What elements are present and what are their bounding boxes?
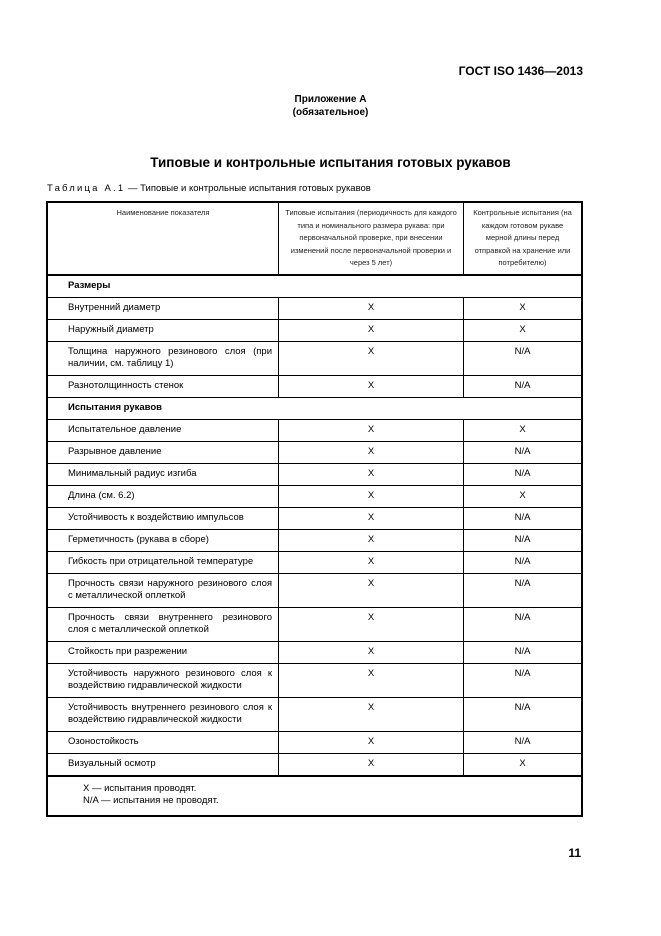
section-title: Испытания рукавов bbox=[47, 397, 582, 419]
type-test-mark: X bbox=[279, 463, 464, 485]
indicator-name: Минимальный радиус изгиба bbox=[47, 463, 279, 485]
indicator-name: Прочность связи наружного резинового слоя с металлической оплеткой bbox=[47, 573, 279, 607]
table-row bbox=[47, 663, 582, 697]
control-test-mark: N/A bbox=[464, 551, 583, 573]
indicator-name: Герметичность (рукава в сборе) bbox=[47, 529, 279, 551]
indicator-name: Визуальный осмотр bbox=[47, 753, 279, 776]
type-test-mark: X bbox=[279, 375, 464, 397]
type-test-mark: X bbox=[279, 419, 464, 441]
type-test-mark: X bbox=[279, 485, 464, 507]
legend-item: X — испытания проводят. bbox=[83, 782, 197, 794]
indicator-name: Устойчивость к воздействию импульсов bbox=[47, 507, 279, 529]
table-row bbox=[47, 463, 582, 485]
type-test-mark: X bbox=[279, 641, 464, 663]
appendix-heading bbox=[0, 93, 661, 119]
table-row bbox=[47, 641, 582, 663]
indicator-name: Длина (см. 6.2) bbox=[47, 485, 279, 507]
table-row bbox=[47, 375, 582, 397]
control-test-mark: N/A bbox=[464, 375, 583, 397]
indicator-name: Разрывное давление bbox=[47, 441, 279, 463]
type-test-mark: X bbox=[279, 607, 464, 641]
control-test-mark: X bbox=[464, 485, 583, 507]
table-row bbox=[47, 419, 582, 441]
control-test-mark: N/A bbox=[464, 731, 583, 753]
table-row bbox=[47, 485, 582, 507]
header-name: Наименование показателя bbox=[47, 202, 279, 275]
section-title: Размеры bbox=[47, 275, 582, 298]
control-test-mark: N/A bbox=[464, 663, 583, 697]
indicator-name: Прочность связи внутреннего резинового слоя с металлической оплеткой bbox=[47, 607, 279, 641]
type-test-mark: X bbox=[279, 441, 464, 463]
control-test-mark: X bbox=[464, 297, 583, 319]
indicator-name: Испытательное давление bbox=[47, 419, 279, 441]
table-caption bbox=[47, 183, 371, 194]
control-test-mark: N/A bbox=[464, 463, 583, 485]
type-test-mark: X bbox=[279, 697, 464, 731]
table-caption-prefix: Таблица А.1 bbox=[47, 183, 126, 194]
table-row bbox=[47, 507, 582, 529]
table-row bbox=[47, 551, 582, 573]
type-test-mark: X bbox=[279, 341, 464, 375]
tests-table bbox=[46, 201, 583, 817]
table-row bbox=[47, 441, 582, 463]
table-row bbox=[47, 731, 582, 753]
table-row bbox=[47, 297, 582, 319]
page-title: Типовые и контрольные испытания готовых рукавов bbox=[150, 155, 511, 170]
control-test-mark: X bbox=[464, 319, 583, 341]
indicator-name: Устойчивость внутреннего резинового слоя к воздействию гидравлической жидкости bbox=[47, 697, 279, 731]
control-test-mark: N/A bbox=[464, 641, 583, 663]
indicator-name: Разнотолщинность стенок bbox=[47, 375, 279, 397]
table-row bbox=[47, 319, 582, 341]
table-row bbox=[47, 697, 582, 731]
table-row bbox=[47, 753, 582, 776]
control-test-mark: X bbox=[464, 753, 583, 776]
type-test-mark: X bbox=[279, 551, 464, 573]
legend-item: N/A — испытания не проводят. bbox=[83, 794, 219, 806]
header-control-tests: Контрольные испытания (на каждом готовом рукаве мерной длины перед отправкой на хранение или потребителю) bbox=[464, 202, 583, 275]
table-row bbox=[47, 607, 582, 641]
control-test-mark: N/A bbox=[464, 573, 583, 607]
indicator-name: Устойчивость наружного резинового слоя к воздействию гидравлической жидкости bbox=[47, 663, 279, 697]
control-test-mark: X bbox=[464, 419, 583, 441]
type-test-mark: X bbox=[279, 753, 464, 776]
header-type-tests: Типовые испытания (периодичность для каждого типа и номинального размера рукава: при первоначальной проверке, при внесении изменений после первоначальной проверки и через 5 лет) bbox=[279, 202, 464, 275]
control-test-mark: N/A bbox=[464, 529, 583, 551]
legend bbox=[47, 776, 582, 816]
table-row bbox=[47, 573, 582, 607]
type-test-mark: X bbox=[279, 297, 464, 319]
type-test-mark: X bbox=[279, 529, 464, 551]
type-test-mark: X bbox=[279, 663, 464, 697]
control-test-mark: N/A bbox=[464, 441, 583, 463]
indicator-name: Стойкость при разрежении bbox=[47, 641, 279, 663]
control-test-mark: N/A bbox=[464, 341, 583, 375]
table-footer-row bbox=[47, 776, 582, 816]
table-row bbox=[47, 529, 582, 551]
table-body bbox=[47, 275, 582, 776]
control-test-mark: N/A bbox=[464, 507, 583, 529]
indicator-name: Гибкость при отрицательной температуре bbox=[47, 551, 279, 573]
section-row bbox=[47, 275, 582, 298]
control-test-mark: N/A bbox=[464, 607, 583, 641]
type-test-mark: X bbox=[279, 573, 464, 607]
type-test-mark: X bbox=[279, 507, 464, 529]
appendix-status: (обязательное) bbox=[292, 107, 369, 118]
type-test-mark: X bbox=[279, 731, 464, 753]
indicator-name: Наружный диаметр bbox=[47, 319, 279, 341]
type-test-mark: X bbox=[279, 319, 464, 341]
indicator-name: Озоностойкость bbox=[47, 731, 279, 753]
table-header-row bbox=[47, 202, 582, 275]
page-number: 11 bbox=[568, 846, 581, 860]
document-code: ГОСТ ISO 1436—2013 bbox=[458, 64, 583, 78]
appendix-label: Приложение А bbox=[294, 94, 367, 105]
table-row bbox=[47, 341, 582, 375]
indicator-name: Внутренний диаметр bbox=[47, 297, 279, 319]
section-row bbox=[47, 397, 582, 419]
control-test-mark: N/A bbox=[464, 697, 583, 731]
indicator-name: Толщина наружного резинового слоя (при наличии, см. таблицу 1) bbox=[47, 341, 279, 375]
table-caption-text: — Типовые и контрольные испытания готовых рукавов bbox=[125, 183, 371, 194]
